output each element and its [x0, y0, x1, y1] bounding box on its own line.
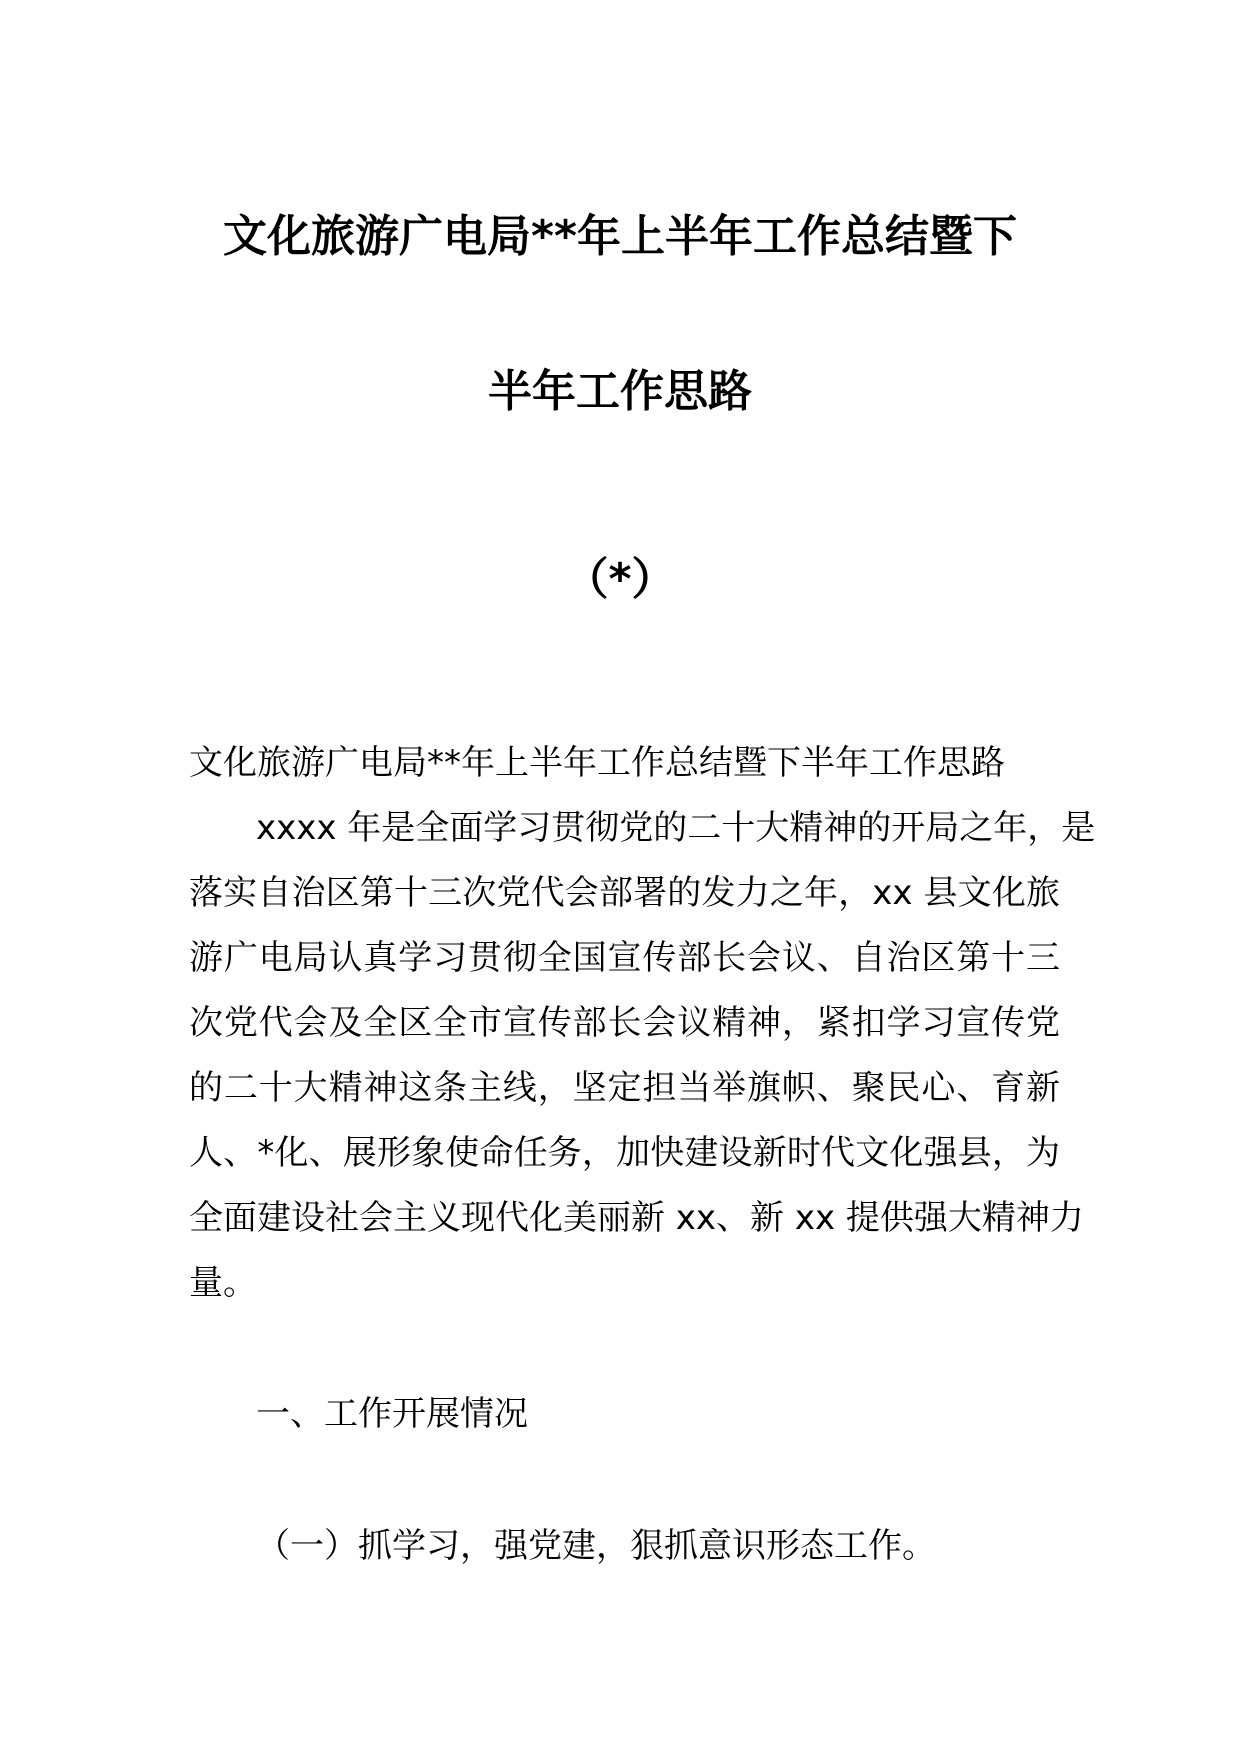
paragraph-line: xxxx 年是全面学习贯彻党的二十大精神的开局之年，是 — [256, 808, 1096, 848]
paragraph-line: 人、*化、展形象使命任务，加快建设新时代文化强县，为 — [189, 1133, 1060, 1173]
paragraph-line: 游广电局认真学习贯彻全国宣传部长会议、自治区第十三 — [189, 938, 1060, 978]
paragraph-line: 全面建设社会主义现代化美丽新 xx、新 xx 提供强大精神力 — [189, 1198, 1084, 1238]
paragraph-line: 落实自治区第十三次党代会部署的发力之年，xx 县文化旅 — [189, 873, 1060, 913]
section-heading: 一、工作开展情况 — [256, 1394, 528, 1434]
paragraph-line: 量。 — [189, 1263, 257, 1303]
title-line-2: 半年工作思路 — [488, 366, 752, 417]
subsection-heading: （一）抓学习，强党建，狠抓意识形态工作。 — [256, 1526, 936, 1566]
body-heading: 文化旅游广电局**年上半年工作总结暨下半年工作思路 — [189, 743, 1005, 783]
title-line-3: （*） — [564, 554, 676, 605]
paragraph-line: 次党代会及全区全市宣传部长会议精神，紧扣学习宣传党 — [189, 1003, 1060, 1043]
title-line-1: 文化旅游广电局**年上半年工作总结暨下 — [222, 211, 1018, 262]
paragraph-line: 的二十大精神这条主线，坚定担当举旗帜、聚民心、育新 — [189, 1068, 1060, 1108]
